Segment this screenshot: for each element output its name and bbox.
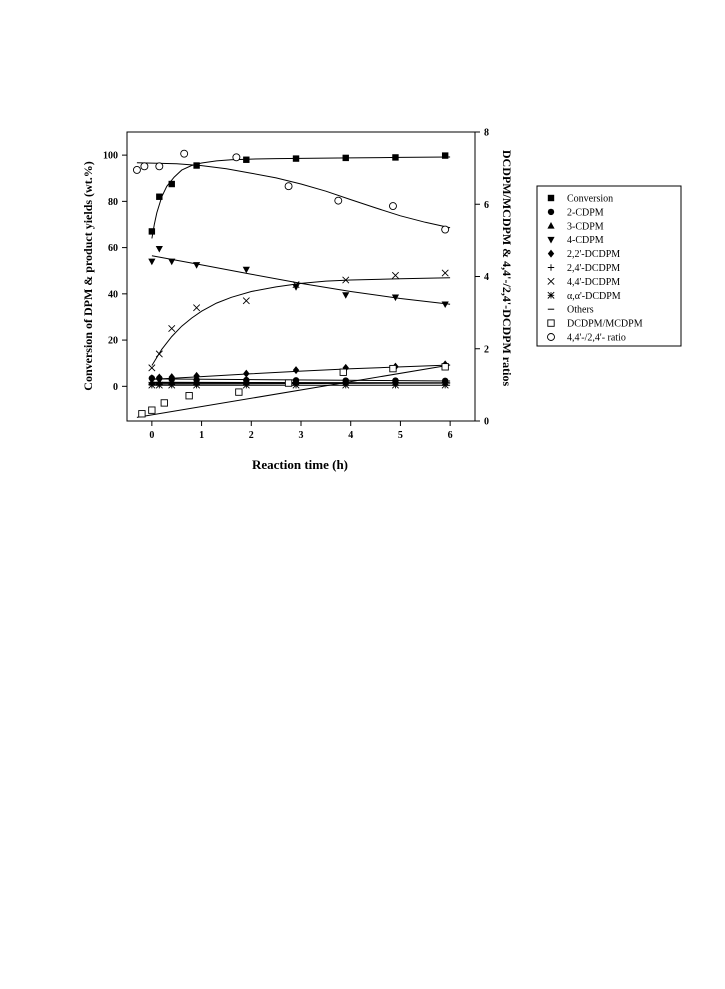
- series-line-4-4-2-4-ratio: [137, 163, 450, 228]
- legend-label-4-4-2-4-ratio: 4,4'-/2,4'- ratio: [567, 332, 626, 344]
- y-tick-label: 40: [108, 289, 118, 301]
- point-2-2-dcdpm: [243, 370, 249, 378]
- legend-label-4-cdpm: 4-CDPM: [567, 235, 604, 247]
- point-4-cdpm: [148, 259, 155, 266]
- point-dcdpm-mcdpm: [236, 389, 242, 395]
- x-tick-label: 6: [447, 430, 453, 441]
- x-tick-label: 5: [397, 430, 403, 441]
- legend-marker-dcdpm: [548, 292, 554, 298]
- legend-label-others: Others: [567, 304, 594, 316]
- y2-axis-ticks: [475, 128, 489, 428]
- series-line-conversion: [152, 157, 450, 238]
- point-4-4-dcdpm: [193, 305, 199, 311]
- point-4-4-2-4-ratio: [156, 163, 163, 170]
- point-conversion: [293, 155, 299, 161]
- point-conversion: [392, 154, 398, 160]
- legend-marker-2-2-dcdpm: [548, 250, 554, 258]
- point-4-4-2-4-ratio: [181, 150, 188, 157]
- series-4-cdpm: [148, 246, 450, 308]
- x-axis-ticks: [149, 421, 452, 441]
- x-tick-label: 3: [298, 430, 304, 441]
- point-conversion: [243, 157, 249, 163]
- point-4-cdpm: [193, 262, 200, 269]
- y2-tick-label: 4: [484, 272, 489, 283]
- point-dcdpm-mcdpm: [340, 369, 346, 375]
- legend-marker-4-4-dcdpm: [548, 278, 554, 284]
- point-dcdpm-mcdpm: [161, 400, 167, 406]
- legend-marker-4-cdpm: [547, 237, 554, 244]
- legend-label-3-cdpm: 3-CDPM: [567, 221, 604, 233]
- point-4-cdpm: [342, 292, 349, 299]
- point-4-4-2-4-ratio: [233, 154, 240, 161]
- series-4-4-2-4-ratio: [133, 150, 450, 233]
- legend-marker-dcdpm-mcdpm: [548, 320, 554, 326]
- y-tick-label: 80: [108, 196, 118, 208]
- y2-tick-label: 0: [484, 416, 489, 428]
- point-4-4-2-4-ratio: [133, 166, 140, 173]
- point-dcdpm-mcdpm: [442, 364, 448, 370]
- point-4-4-dcdpm: [149, 365, 155, 371]
- point-4-cdpm: [156, 246, 163, 253]
- point-2-2-dcdpm: [293, 366, 299, 374]
- y-tick-label: 60: [108, 243, 118, 255]
- point-dcdpm-mcdpm: [139, 411, 145, 417]
- y-axis-ticks: [103, 151, 127, 393]
- legend-marker-4-4-2-4-ratio: [548, 334, 555, 341]
- point-4-4-2-4-ratio: [335, 197, 342, 204]
- point-dcdpm-mcdpm: [285, 380, 291, 386]
- point-conversion: [156, 194, 162, 200]
- point-4-cdpm: [442, 301, 449, 308]
- point-dcdpm-mcdpm: [186, 393, 192, 399]
- point-dcdpm-mcdpm: [149, 407, 155, 413]
- series-line-dcdpm-mcdpm: [137, 365, 450, 417]
- legend-label-conversion: Conversion: [567, 193, 614, 205]
- point-conversion: [442, 152, 448, 158]
- y2-tick-label: 2: [484, 344, 489, 356]
- point-4-4-dcdpm: [156, 351, 162, 357]
- y2-tick-label: 6: [484, 199, 489, 211]
- y-axis-title: Conversion of DPM & product yields (wt.%): [81, 161, 95, 391]
- point-conversion: [169, 181, 175, 187]
- legend-label-dcdpm: α,α'-DCDPM: [567, 290, 621, 302]
- x-tick-label: 1: [199, 430, 205, 441]
- y-tick-label: 100: [103, 150, 118, 162]
- series-4-4-dcdpm: [149, 270, 450, 371]
- point-4-4-2-4-ratio: [141, 163, 148, 170]
- y2-axis-title: DCDPM/MCDPM & 4,4'-/2,4'-DCDPM ratios: [500, 149, 514, 387]
- point-4-4-2-4-ratio: [389, 203, 396, 210]
- x-tick-label: 0: [149, 430, 155, 441]
- plot-area: [133, 150, 450, 417]
- x-tick-label: 4: [348, 430, 354, 441]
- x-tick-label: 2: [248, 430, 254, 441]
- point-4-4-dcdpm: [169, 325, 175, 331]
- y-tick-label: 20: [108, 335, 118, 347]
- legend-label-2-4-dcdpm: 2,4'-DCDPM: [567, 263, 621, 274]
- legend-marker-conversion: [548, 195, 554, 201]
- legend-label-2-2-dcdpm: 2,2'-DCDPM: [567, 249, 621, 261]
- y2-tick-label: 8: [484, 127, 489, 139]
- y-tick-label: 0: [113, 381, 118, 393]
- point-4-cdpm: [168, 259, 175, 266]
- legend-marker-2-cdpm: [548, 209, 554, 215]
- point-conversion: [343, 155, 349, 161]
- point-4-4-2-4-ratio: [285, 183, 292, 190]
- point-4-4-dcdpm: [442, 270, 448, 276]
- legend-label-2-cdpm: 2-CDPM: [567, 207, 604, 219]
- x-axis-title: Reaction time (h): [251, 457, 349, 472]
- point-4-4-dcdpm: [243, 298, 249, 304]
- point-conversion: [149, 228, 155, 234]
- legend-label-dcdpm-mcdpm: DCDPM/MCDPM: [567, 318, 643, 330]
- series-line-4-4-dcdpm: [152, 278, 450, 366]
- legend-marker-2-4-dcdpm: [548, 264, 554, 270]
- point-dcdpm-mcdpm: [390, 365, 396, 371]
- legend: [537, 186, 681, 346]
- point-4-4-2-4-ratio: [442, 226, 449, 233]
- legend-label-4-4-dcdpm: 4,4'-DCDPM: [567, 276, 621, 288]
- legend-marker-3-cdpm: [547, 222, 554, 229]
- point-4-4-dcdpm: [392, 272, 398, 278]
